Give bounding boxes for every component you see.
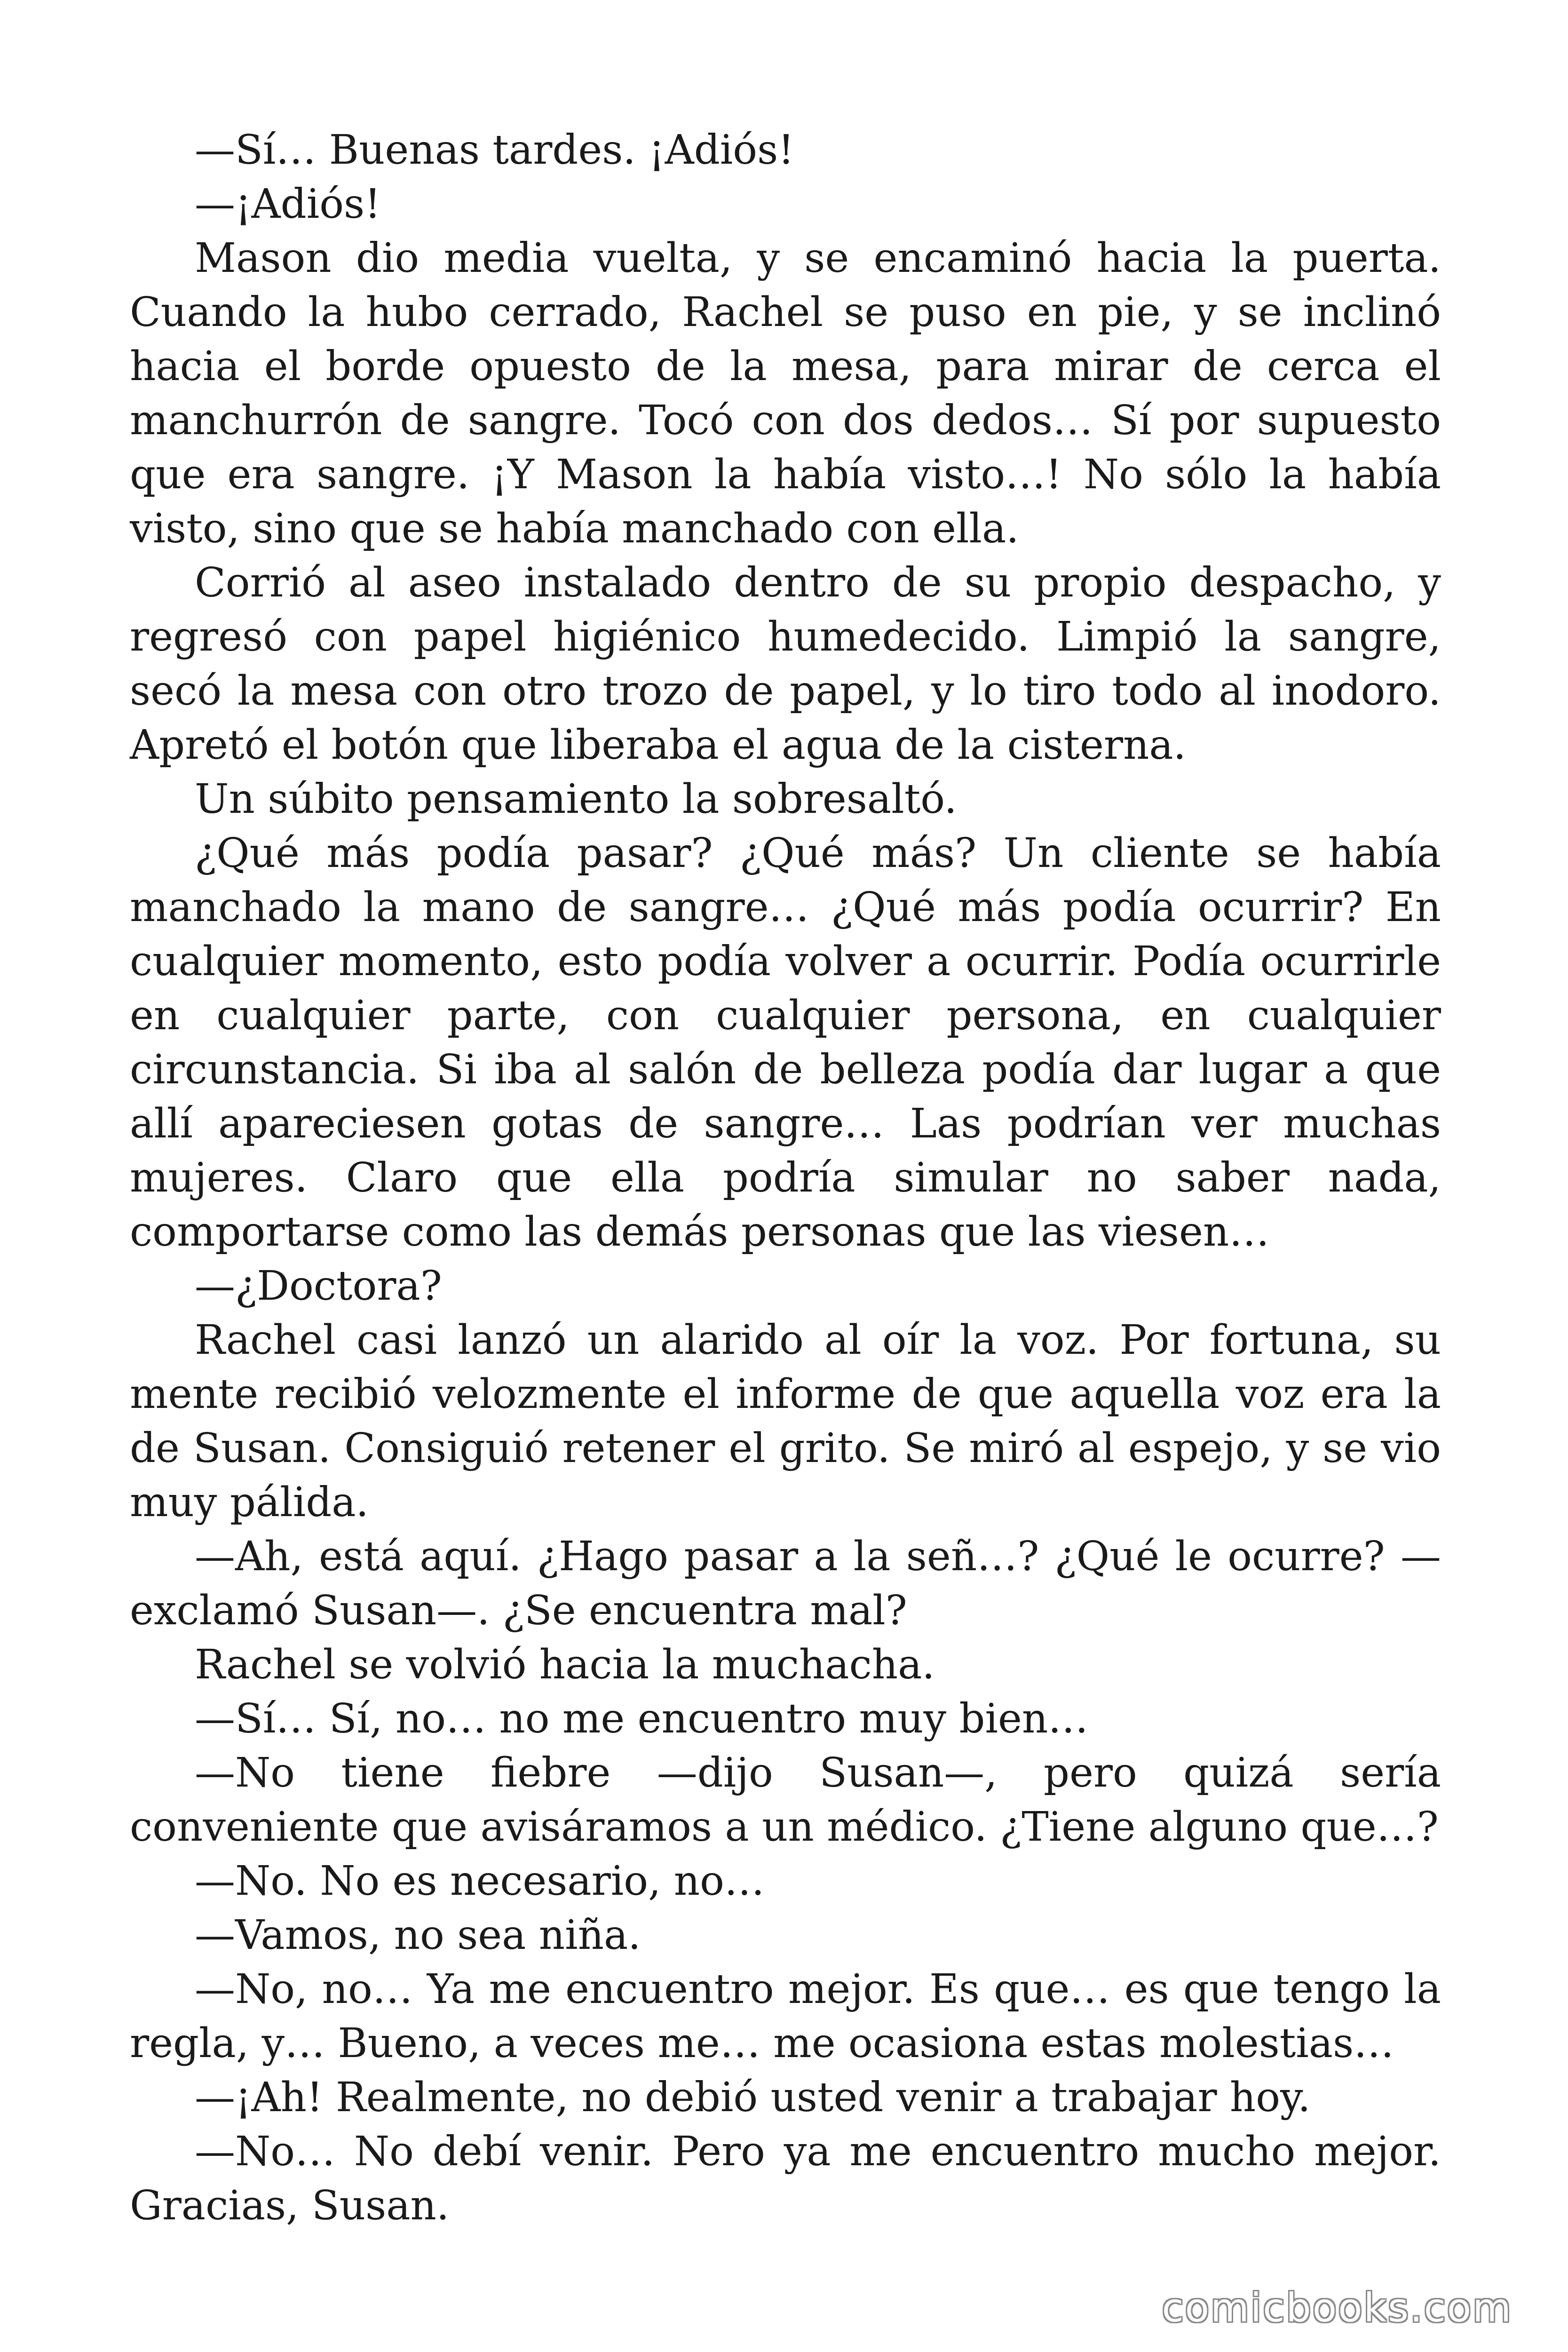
paragraph: ¿Qué más podía pasar? ¿Qué más? Un cliente se había manchado la mano de sangre… ¿Qué más podía ocurrir? En cualquier momento, esto podía volver a ocurrir. Podía ocurrirle en cualquier parte, con cualquier persona, en cualquier circunstancia. Si iba al salón de belleza podía dar lugar a que allí apareciesen gotas de sangre… Las podrían ver muchas mujeres. Claro que ella podría simular no saber nada, comportarse como las demás personas que las viesen… [130, 830, 1441, 1255]
paragraph: —¿Doctora? [195, 1263, 442, 1310]
paragraph: —Sí… Buenas tardes. ¡Adiós! [195, 127, 794, 174]
paragraph: —Sí… Sí, no… no me encuentro muy bien… [195, 1695, 1089, 1742]
paragraph: Rachel casi lanzó un alarido al oír la voz. Por fortuna, su mente recibió velozmente el informe de que aquella voz era la de Susan. Consiguió retener el grito. Se miró al espejo, y se vio muy pálida. [130, 1317, 1441, 1526]
paragraph: —Vamos, no sea niña. [195, 1912, 641, 1959]
paragraph: Mason dio media vuelta, y se encaminó hacia la puerta. Cuando la hubo cerrado, Rachel se puso en pie, y se inclinó hacia el borde opuesto de la mesa, para mirar de cerca el manchurrón de sangre. Tocó con dos dedos… Sí por supuesto que era sangre. ¡Y Mason la había visto…! No sólo la había visto, sino que se había manchado con ella. [130, 235, 1441, 552]
paragraph: Un súbito pensamiento la sobresaltó. [195, 776, 957, 823]
page-body [130, 123, 1441, 2233]
paragraph: Rachel se volvió hacia la muchacha. [195, 1641, 935, 1688]
paragraph: —No. No es necesario, no… [195, 1858, 765, 1905]
paragraph: Corrió al aseo instalado dentro de su propio despacho, y regresó con papel higiénico humedecido. Limpió la sangre, secó la mesa con otro trozo de papel, y lo tiro todo al inodoro. Apretó el botón que liberaba el agua de la cisterna. [130, 559, 1441, 769]
paragraph: —Ah, está aquí. ¿Hago pasar a la señ…? ¿Qué le ocurre? —exclamó Susan—. ¿Se encuentra mal? [130, 1533, 1441, 1634]
paragraph: —¡Adiós! [195, 181, 381, 228]
paragraph: —No, no… Ya me encuentro mejor. Es que… es que tengo la regla, y… Bueno, a veces me… me ocasiona estas molestias… [130, 1966, 1441, 2067]
paragraph: —¡Ah! Realmente, no debió usted venir a trabajar hoy. [195, 2074, 1311, 2121]
watermark: comicbooks.com [1162, 2285, 1513, 2331]
paragraph: —No… No debí venir. Pero ya me encuentro mucho mejor. Gracias, Susan. [130, 2128, 1441, 2229]
paragraph: —No tiene fiebre —dijo Susan—, pero quizá sería conveniente que avisáramos a un médico. ¿Tiene alguno que…? [130, 1749, 1441, 1851]
